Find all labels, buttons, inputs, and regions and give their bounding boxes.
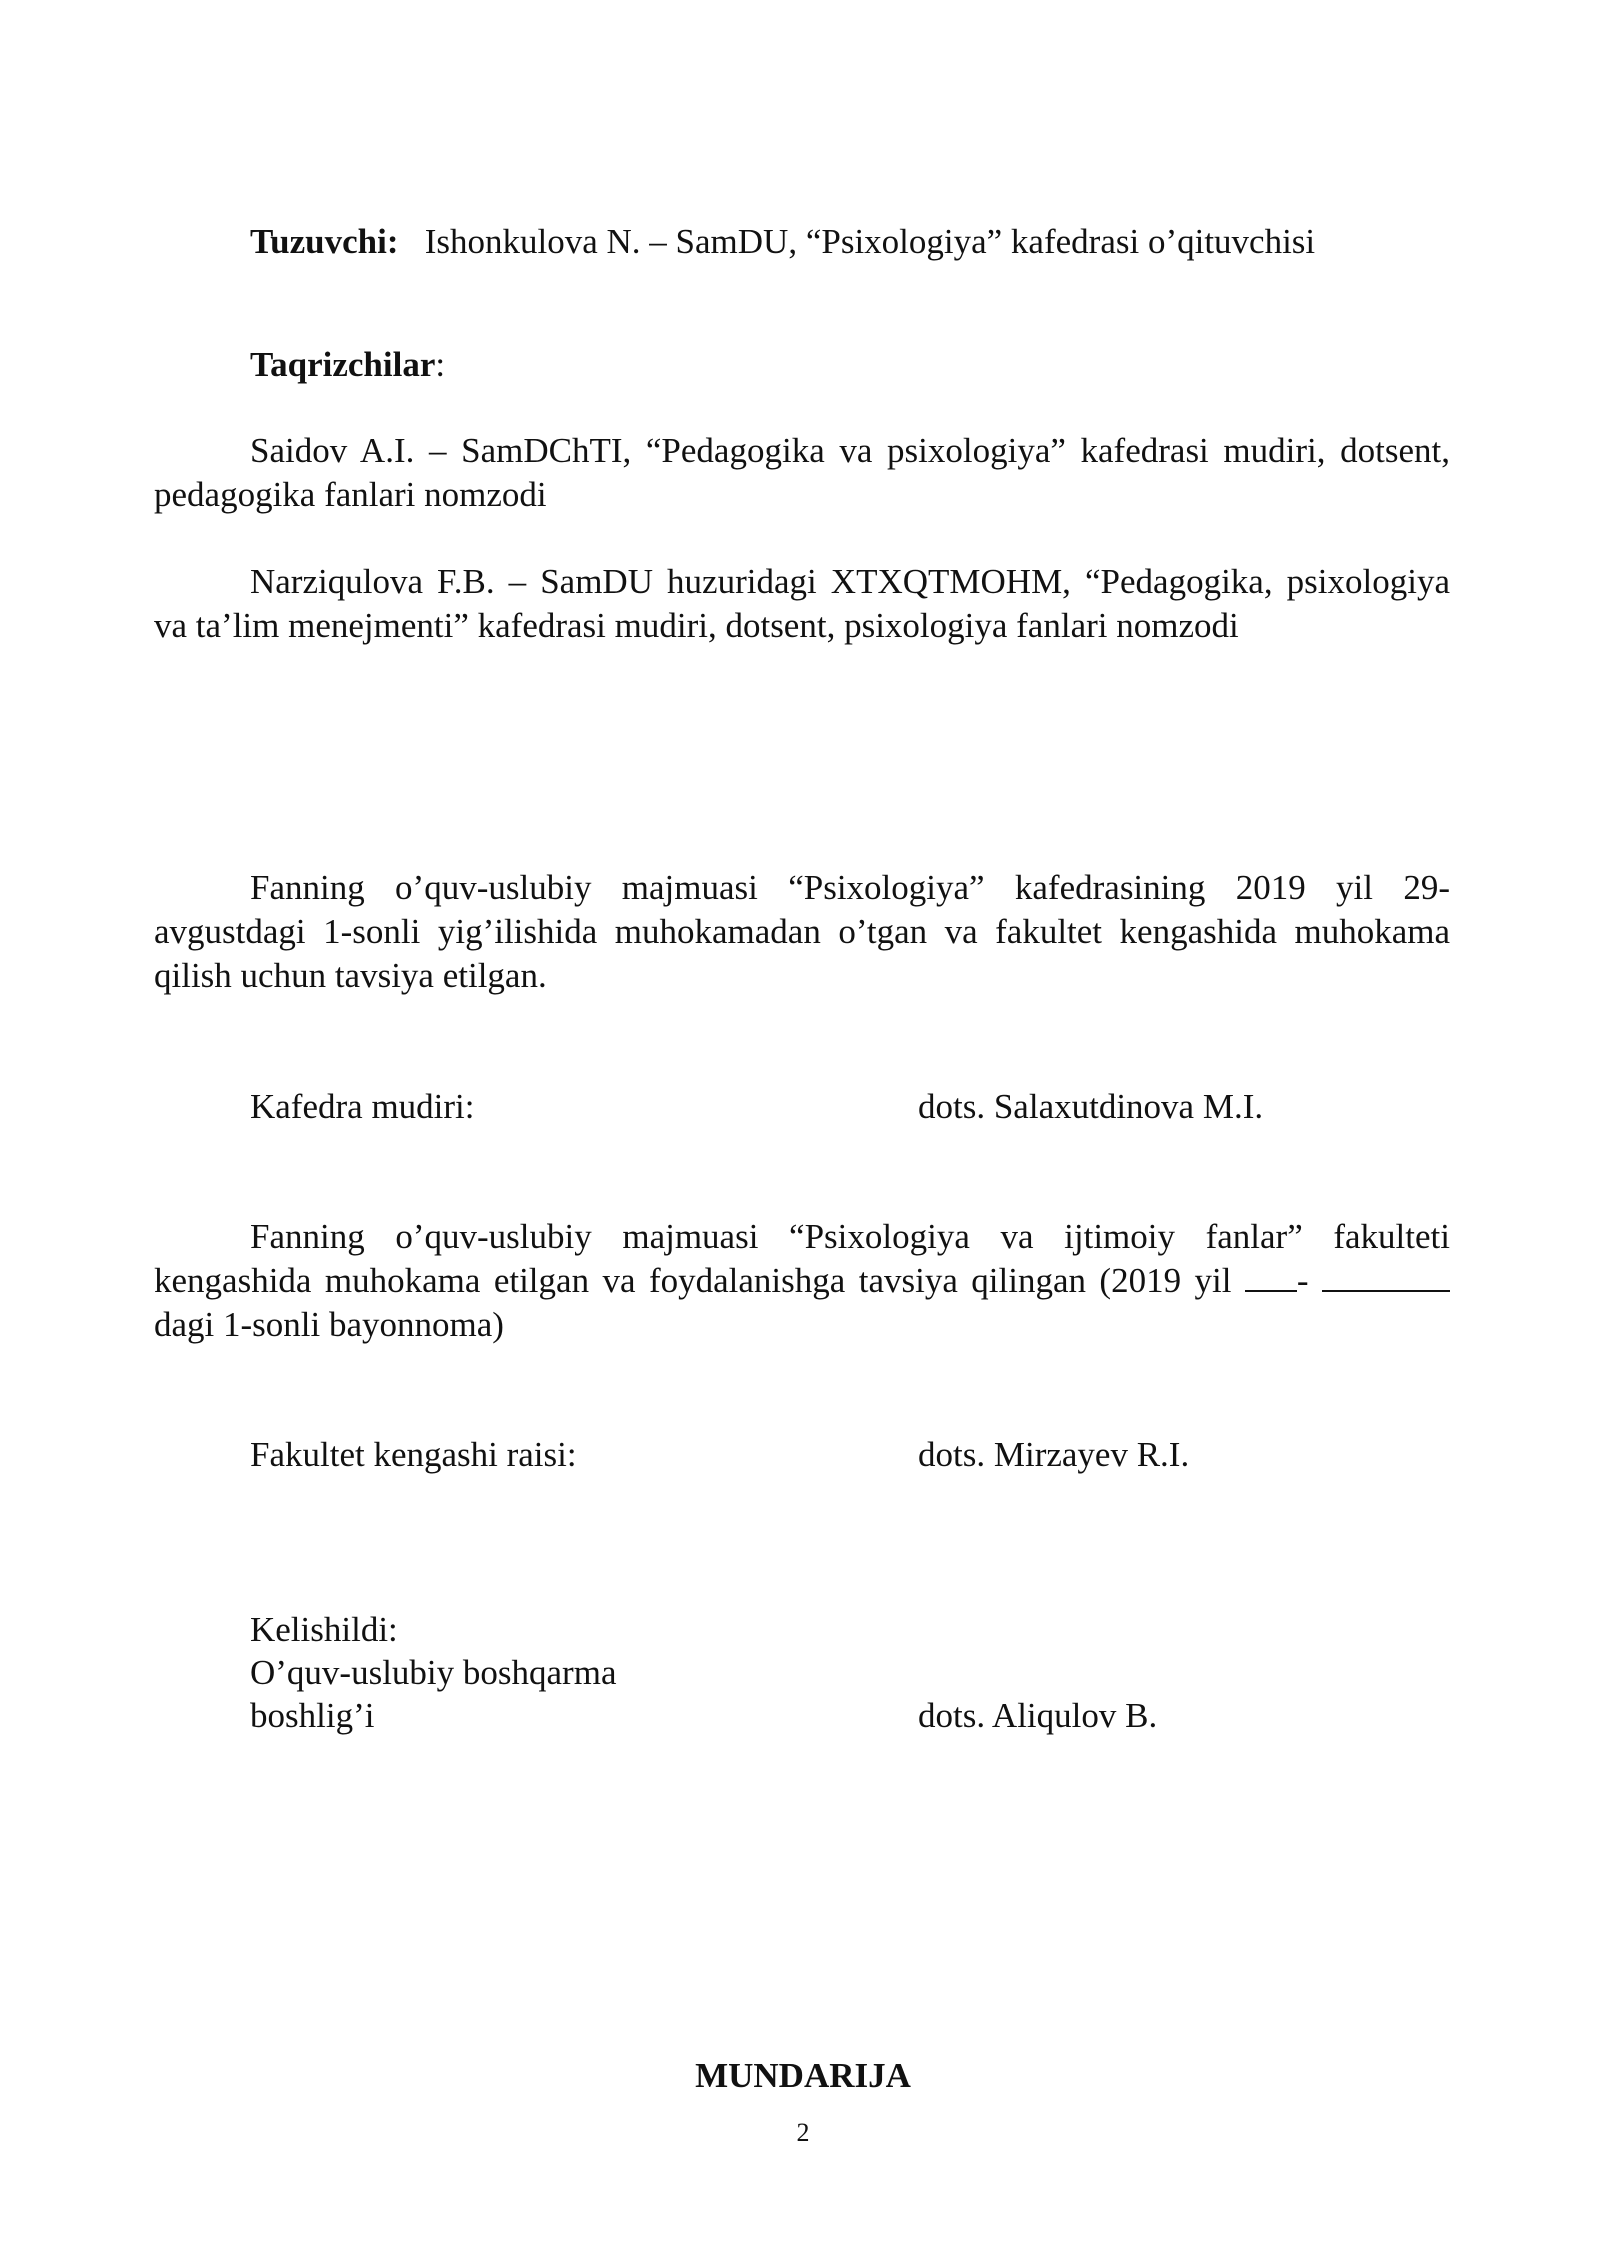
faculty-chairman-name: dots. Mirzayev R.I. [918, 1435, 1190, 1474]
faculty-approval-paragraph [154, 1215, 1450, 1347]
month-blank [1322, 1260, 1450, 1292]
reviewers-label: Taqrizchilar [250, 345, 436, 384]
reviewer-1: Saidov A.I. – SamDChTI, “Pedagogika va psixologiya” kafedrasi mudiri, dotsent, pedagogika fanlari nomzodi [154, 431, 1450, 514]
faculty-approval-text: Fanning o’quv-uslubiy majmuasi “Psixologiya va ijtimoiy fanlar” fakulteti kengashida muhokama etilgan va foydalanishga tavsiya qilingan (2019 yil [154, 1217, 1450, 1300]
department-head-label: Kafedra mudiri: [250, 1087, 475, 1126]
agreed-position-line-1: O’quv-uslubiy boshqarma [250, 1653, 617, 1692]
author-text: Ishonkulova N. – SamDU, “Psixologiya” kafedrasi o’qituvchisi [424, 222, 1316, 261]
department-approval-paragraph: Fanning o’quv-uslubiy majmuasi “Psixologiya” kafedrasining 2019 yil 29-avgustdagi 1-sonli yig’ilishida muhokamadan o’tgan va fakultet kengashida muhokama qilish uchun tavsiya etilgan. [154, 868, 1450, 995]
reviewers-colon: : [435, 345, 446, 384]
author-line [154, 220, 1450, 264]
date-dash: - [1296, 1261, 1309, 1300]
reviewers-heading [154, 343, 1450, 387]
contents-heading: MUNDARIJA [695, 2056, 911, 2095]
author-label: Tuzuvchi: [250, 222, 399, 261]
department-head-name: dots. Salaxutdinova M.I. [918, 1087, 1264, 1126]
faculty-chairman-label: Fakultet kengashi raisi: [250, 1435, 577, 1474]
agreed-name: dots. Aliqulov B. [918, 1696, 1158, 1735]
faculty-approval-text-end: dagi 1-sonli bayonnoma) [154, 1305, 504, 1344]
agreed-position-line-2: boshlig’i [250, 1696, 375, 1735]
agreed-label: Kelishildi: [250, 1610, 398, 1649]
page-number: 2 [796, 2118, 810, 2147]
day-blank [1245, 1260, 1297, 1292]
reviewer-2: Narziqulova F.B. – SamDU huzuridagi XTXQTMOHM, “Pedagogika, psixologiya va ta’lim menejmenti” kafedrasi mudiri, dotsent, psixologiya fanlari nomzodi [154, 562, 1450, 645]
